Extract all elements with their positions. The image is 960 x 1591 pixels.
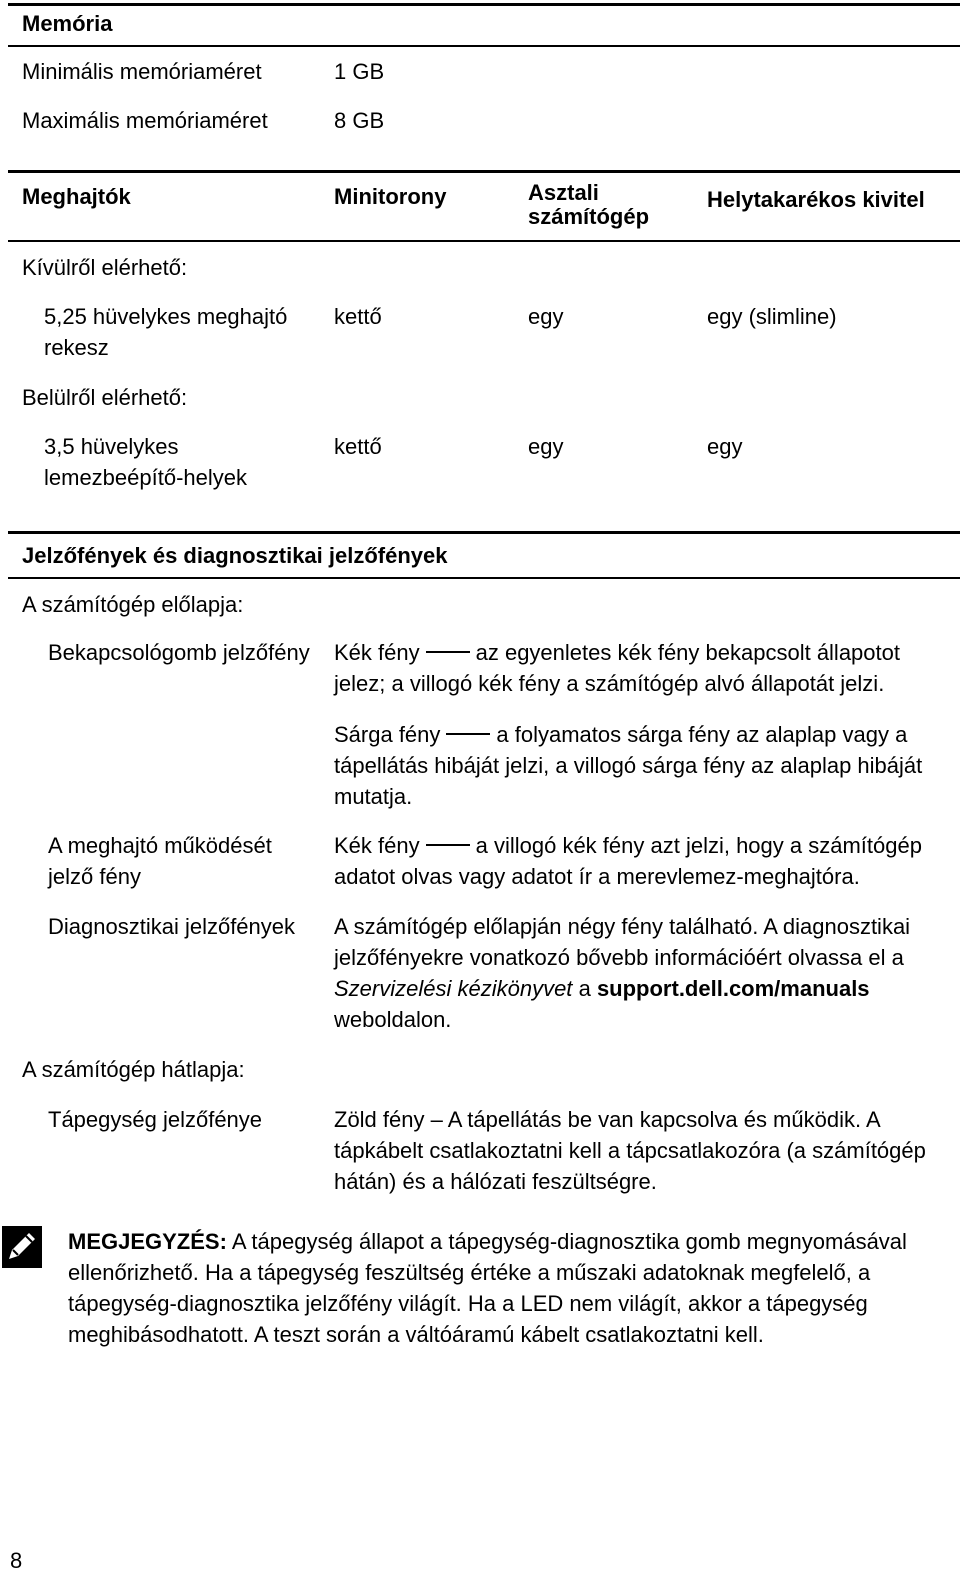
memory-max-label: Maximális memóriaméret <box>22 108 268 133</box>
drive-bay-525-label: 5,25 hüvelykes meghajtó rekesz <box>44 304 288 360</box>
drive-light-label: A meghajtó működését jelző fény <box>48 833 272 889</box>
section-rule <box>8 170 960 173</box>
page-number: 8 <box>10 1548 23 1573</box>
drives-heading: Meghajtók <box>22 184 131 209</box>
drive-bay-525-desktop: egy <box>528 304 564 329</box>
drive-bay-525-small-form: egy (slimline) <box>707 304 837 329</box>
internal-label: Belülről elérhető: <box>22 385 188 410</box>
heading-rule <box>8 45 960 47</box>
note-label: MEGJEGYZÉS: <box>68 1229 227 1254</box>
lights-heading: Jelzőfények és diagnosztikai jelzőfények <box>22 543 448 568</box>
support-link[interactable]: support.dell.com/manuals <box>596 976 870 1001</box>
drive-bay-35-label: 3,5 hüvelykes lemezbeépítő-helyek <box>44 434 248 490</box>
power-light-label: Bekapcsológomb jelzőfény <box>48 640 310 665</box>
drives-col-small-form: Helytakarékos kivitel <box>707 187 925 212</box>
heading-rule <box>8 577 960 579</box>
power-light-amber-desc: Sárga fény a folyamatos sárga fény az alaplap vagy a tápellátás hibáját jelzi, a villogó sárga fény az alaplap hibáját mutatja. <box>334 722 923 809</box>
note-text: MEGJEGYZÉS: A tápegység állapot a tápegység-diagnosztika gomb megnyomásával ellenőrizhető. Ha a tápegység feszültség értéke a műszaki adatoknak megfelelő, a tápegység-diagnosztika jelzőfény világít. Ha a LED nem világít, akkor a tápegység meghibásodhatott. A teszt során a váltóáramú kábelt csatlakoztatni kell. <box>68 1229 907 1347</box>
memory-min-value: 1 GB <box>334 59 385 84</box>
drive-bay-35-desktop: egy <box>528 434 564 459</box>
drives-col-desktop: Asztali számítógép <box>528 180 650 229</box>
service-manual-title: Szervizelési kézikönyvet <box>334 976 573 1001</box>
heading-rule <box>8 240 960 242</box>
memory-max-value: 8 GB <box>334 108 385 133</box>
power-light-blue-desc: Kék fény az egyenletes kék fény bekapcsolt állapotot jelez; a villogó kék fény a számítógép alvó állapotát jelzi. <box>334 640 900 696</box>
diag-lights-desc: A számítógép előlapján négy fény található. A diagnosztikai jelzőfényekre vonatkozó bővebb információért olvassa el a Szervizelési kézikönyvet a support.dell.com/manuals weboldalon. <box>334 914 911 1032</box>
back-label: A számítógép hátlapja: <box>22 1057 245 1082</box>
external-label: Kívülről elérhető: <box>22 255 188 280</box>
drive-light-desc: Kék fény a villogó kék fény azt jelzi, hogy a számítógép adatot olvas vagy adatot ír a merevlemez-meghajtóra. <box>334 833 922 889</box>
drive-bay-35-small-form: egy <box>707 434 743 459</box>
front-label: A számítógép előlapja: <box>22 592 244 617</box>
drives-col-minitower: Minitorony <box>334 184 447 209</box>
psu-light-desc: Zöld fény – A tápellátás be van kapcsolva és működik. A tápkábelt csatlakoztatni kell a tápcsatlakozóra (a számítógép hátán) és a hálózati feszültségre. <box>334 1107 926 1194</box>
section-rule <box>8 531 960 534</box>
note-pencil-icon <box>2 1226 42 1268</box>
drive-bay-35-minitower: kettő <box>334 434 382 459</box>
drive-bay-525-minitower: kettő <box>334 304 382 329</box>
memory-heading: Memória <box>22 11 113 36</box>
section-rule <box>8 3 960 6</box>
psu-light-label: Tápegység jelzőfénye <box>48 1107 263 1132</box>
diag-lights-label: Diagnosztikai jelzőfények <box>48 914 296 939</box>
memory-min-label: Minimális memóriaméret <box>22 59 262 84</box>
